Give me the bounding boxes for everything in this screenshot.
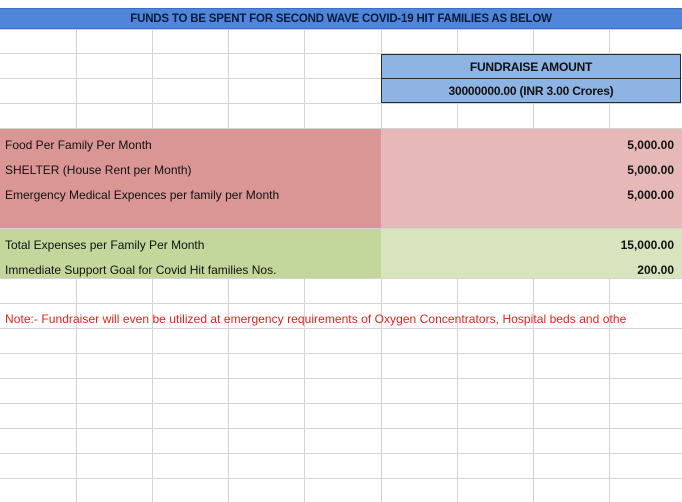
summary-row-total-label[interactable]: Total Expenses per Family Per Month [5, 238, 205, 252]
fundraise-value-cell[interactable] [381, 78, 681, 103]
fundraiser-note[interactable]: Note:- Fundraiser will even be utilized at emergency requirements of Oxygen Concentrators, Hospital beds and othe [5, 312, 627, 326]
fundraise-label: FUNDRAISE AMOUNT [469, 59, 593, 74]
sheet-title: FUNDS TO BE SPENT FOR SECOND WAVE COVID-19 HIT FAMILIES AS BELOW [130, 12, 552, 25]
fundraise-label-cell[interactable] [381, 54, 681, 79]
fundraise-value: 30000000.00 (INR 3.00 Crores) [448, 83, 614, 98]
expense-row-medical-amount[interactable]: 5,000.00 [627, 188, 674, 202]
expense-row-medical-label[interactable]: Emergency Medical Expences per family per Month [5, 188, 280, 202]
summary-row-goal-label[interactable]: Immediate Support Goal for Covid Hit families Nos. [5, 263, 277, 277]
sheet-title-bar[interactable] [0, 8, 682, 29]
expense-row-shelter-label[interactable]: SHELTER (House Rent per Month) [5, 163, 192, 177]
expense-row-shelter-amount[interactable]: 5,000.00 [627, 163, 674, 177]
expense-row-food-label[interactable]: Food Per Family Per Month [5, 138, 152, 152]
summary-row-goal-amount[interactable]: 200.00 [637, 263, 674, 277]
expense-row-food-amount[interactable]: 5,000.00 [627, 138, 674, 152]
summary-row-total-amount[interactable]: 15,000.00 [620, 238, 674, 252]
